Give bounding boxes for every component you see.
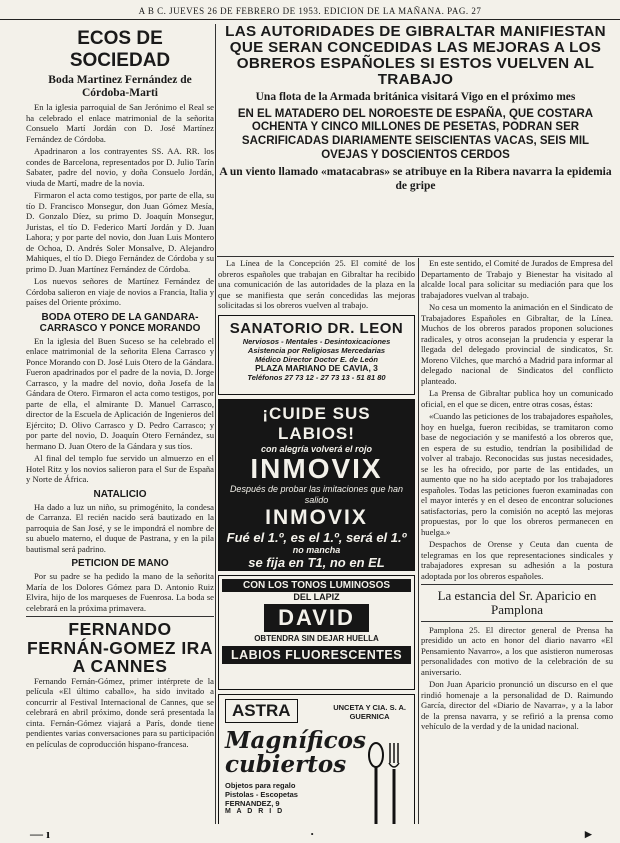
print-mark: — ı (30, 826, 50, 841)
article-head-natalicio: NATALICIO (93, 488, 147, 500)
section-title-ecos: ECOS DE SOCIEDAD (69, 28, 171, 71)
ad-line: UNCETA Y CIA. S. A. (333, 702, 406, 712)
ad-inmovix (218, 399, 415, 571)
ad-line: FERNANDEZ, 9 (225, 798, 280, 808)
left-column (26, 24, 214, 824)
article-paragraph: «Cuando las peticiones de los trabajadores españoles, hoy en huelga, fueron recibidas, se tramitaron como base de negociación y se manifestó a los obreros que, en espera de su estudio, tendrían la posibilidad de volver al trabajo. Reconocidas sus justas necesidades, se les ha ofrecido, por parte de las entidades, un aumento que no ha sido aceptado por los trabajadores españoles. Todas las peticiones fueron examinadas con el mayor interés y en el deseo de encontrar soluciones satisfactorias, pero la comisión no aceptó las mejoras propuestas, por lo que los obreros permanecen en huelga.» (421, 411, 613, 537)
article-head-boda-1: Boda Martinez Fernández de Córdoba-Marti (48, 74, 192, 100)
column-rule (215, 24, 216, 824)
divider (421, 621, 613, 622)
ad-line: DEL LAPIZ (293, 591, 340, 602)
ad-line: LABIOS FLUORESCENTES (222, 646, 411, 664)
ad-line: Asistencia por Religiosas Mercedarias (247, 345, 386, 355)
article-paragraph: La Prensa de Gibraltar publica hoy un comunicado oficial, en el que se dicen, entre otras cosas, éstas: (421, 388, 613, 409)
article-paragraph: En la iglesia del Buen Suceso se ha celebrado el enlace matrimonial de la señorita Elena Carrasco y Ponce Morando con D. José Luis Otero de la Gándara. Fueron apadrinados por el padre de la novia, D. Jorge Carrasco, y la madre del novio, doña Josefa de la Gándara de Otero. Firmaron el acta como testigos, por parte de ella, el almirante D. Manuel Carrasco, director de la Escuela de Aplicación de Ingenieros del Ejército; D. Olivo Carrasco y D. Pedro Carrasco; y por parte del novio, D. Joaquín Otero Fernández, su hermano D. Juan Otero de la Gándara y sus tíos. (26, 335, 214, 451)
ad-line: OBTENDRA SIN DEJAR HUELLA (254, 633, 379, 643)
ad-maker (333, 703, 406, 721)
masthead: A B C. JUEVES 26 DE FEBRERO DE 1953. EDICION DE LA MAÑANA. PAG. 27 (0, 3, 620, 20)
ad-line: Magníficos (225, 726, 366, 754)
deck-gripe: A un viento llamado «matacabras» se atribuye en la Ribera navarra la epidemia de gripe (219, 165, 612, 192)
ad-brand-astra: ASTRA (225, 699, 298, 723)
article-paragraph: Despachos de Orense y Ceuta dan cuenta de telegramas en los que representaciones sindicales y trabajadores expresan su adhesión a la postura adoptada por los obreros españoles. (421, 539, 613, 581)
ad-line: Objetos para regalo (225, 780, 296, 790)
ad-line: con alegría volverá el rojo (260, 443, 373, 454)
divider (26, 616, 214, 617)
column-rule (418, 258, 419, 824)
article-paragraph: Apadrinaron a los contrayentes SS. AA. RR. los condes de Barcelona, representados por D. Julio Tarín Sabater, padre del novio, y doña Consuelo Jordán, viuda de Martí, madre de la novia. (26, 146, 214, 188)
ad-phones: Teléfonos 27 73 12 - 27 73 13 - 51 81 80 (247, 372, 386, 382)
divider (421, 584, 613, 585)
ad-line: GUERNICA (349, 711, 390, 721)
article-paragraph: No cesa un momento la animación en el Sindicato de Trabajadores Españoles en Gibraltar, de la Línea. Muchos de los obreros parados proponen soluciones radicales, y otros aconsejan la prudencia y esperar la llegada del delegado provincial de sindicatos, Sr. Moreno Vilches, que marchó a Madrid para informar al delegado nacional de Sindicatos del conflicto planteado. (421, 302, 613, 386)
article-paragraph: Fernando Fernán-Gómez, primer intérprete de la película «El último caballo», ha sido invitado a concurrir al Festival Internacional de Cannes, que se celebrará en abril próximo, donde será presentada la cinta. Fernán-Gómez viajará a París, donde tiene pendientes varias conversaciones para su participación en películas de coproducción hispano-francesa. (26, 675, 214, 749)
ad-line: cubiertos (225, 750, 347, 778)
section-rule (217, 256, 614, 257)
ad-line: Después de probar las imitaciones que han salido (229, 483, 404, 505)
ad-astra (218, 694, 415, 825)
ad-brand-inmovix: INMOVIX (250, 452, 383, 484)
article-paragraph: Ha dado a luz un niño, su primogénito, la condesa de Carranza. El recién nacido será bautizado en la parroquia de San José, y se le impondrá el nombre de su abuelo materno, el duque de Pastrana, y en la pila bautismal será padrino. (26, 501, 214, 554)
deck-flota: Una flota de la Armada británica visitará Vigo en el próximo mes (255, 90, 576, 103)
lead-headline: LAS AUTORIDADES DE GIBRALTAR MANIFIESTAN QUE SERAN CONCEDIDAS LAS MEJORAS A LOS OBREROS ESPAÑOLES SI ESTOS VUELVEN AL TRABAJO (225, 24, 606, 88)
article-paragraph: En este sentido, el Comité de Jurados de Empresa del Departamento de Trabajo y Bienestar ha visitado al alcalde local para solicitar su mediación para que los trabajadores vuelvan al trabajo. (421, 258, 613, 300)
ad-line: se fija en T1, no en EL (248, 554, 385, 570)
article-paragraph: Al final del templo fue servido un almuerzo en el Hotel Ritz y los novios salieron para el Sur de España y Norte de África. (26, 453, 214, 485)
print-mark: ▸ (585, 826, 592, 841)
ad-line: CON LOS TONOS LUMINOSOS (222, 579, 411, 592)
ad-sanatorio-title: SANATORIO DR. LEON (229, 319, 404, 337)
deck-matadero: EN EL MATADERO DEL NOROESTE DE ESPAÑA, QUE COSTARA OCHENTA Y CINCO MILLONES DE PESETAS, PODRAN SER SACRIFICADAS DIARIAMENTE SEISCIENTAS VACAS, SEIS MIL OVEJAS Y DOSCIENTOS CERDOS (237, 107, 594, 161)
article-paragraph: En la iglesia parroquial de San Jerónimo el Real se ha celebrado el enlace matrimonial de la señorita Consuelo Martí Jordán con D. José Martínez Fernández de Córdoba. (26, 102, 214, 144)
ad-city: M A D R I D (225, 807, 285, 815)
ad-brand-inmovix: INMOVIX (265, 505, 368, 529)
ad-line: Pistolas - Escopetas (225, 789, 298, 799)
ad-sanatorio (218, 315, 415, 395)
middle-column (218, 258, 415, 824)
article-paragraph: Por su padre se ha pedido la mano de la señorita María de los Dolores Gómez para D. Antonio Ruiz Elvira, hijo de los marqueses de Fuenrosa. La boda se celebrará en la próxima primavera. (26, 571, 214, 613)
ad-line: Fué el 1.º, es el 1.º, será el 1.º (226, 529, 407, 545)
headline-fernando: FERNANDO FERNÁN-GOMEZ IRA A CANNES (27, 619, 213, 677)
article-paragraph: Los nuevos señores de Martínez Fernández de Córdoba salieron en viaje de novios a Francia, Italia y países del Oriente próximo. (26, 276, 214, 308)
article-head-peticion: PETICION DE MANO (71, 558, 169, 570)
article-paragraph: Firmaron el acta como testigos, por parte de ella, su tío D. Francisco Monsegur, don Juan Gómez Mesía, D. Gonzalo Díez, su primo D. Joaquín Monsegur, Juristas, el tío D. Federico Martí Jordán y D. Juan Lahora; y por parte del novio, don Juan Luis Montero de Ochoa, D. Andrés Soler Monsalve, D. Alejandro Mahiques, el tío D. Diego Fernández de Córdoba y su primo D. Juan Martínez Fernández de Córdoba. (26, 190, 214, 274)
lead-story-header (218, 24, 613, 256)
print-mark: · (310, 826, 315, 841)
ad-line: Nerviosos - Mentales - Desintoxicaciones (242, 336, 391, 346)
ad-line: no mancha (292, 544, 341, 555)
ad-brand-david: DAVID (264, 604, 369, 632)
article-paragraph: Don Juan Aparicio pronunció un discurso en el que rindió homenaje a la personalidad de D. Raimundo García, director del «Diario de Navarra», y a la labor de la prensa navarra, y se refirió a la prensa como vehículo de la verdad y de la unidad nacional. (421, 679, 613, 732)
article-paragraph: La Línea de la Concepción 25. El comité de los obreros españoles que trabajan en Gibraltar ha recibido una comunicación de las autoridades de la plaza en la que se manifiesta que serán concedidas las mejoras solicitadas si los obreros vuelven al trabajo. (218, 258, 415, 310)
article-paragraph: Pamplona 25. El director general de Prensa ha presidido un acto en honor del diario navarro «El Pensamiento Navarro», a los que asistieron numerosas personalidades con motivo de la celebración de su aniversario. (421, 624, 613, 677)
ad-line: ¡CUIDE SUS LABIOS! (262, 403, 371, 443)
ad-david (218, 575, 415, 690)
right-column (421, 258, 613, 824)
ad-address: PLAZA MARIANO DE CAVIA, 3 (255, 362, 378, 373)
cutlery-icon (364, 737, 404, 825)
headline-aparicio: La estancia del Sr. Aparicio en Pamplona (437, 588, 597, 618)
article-head-boda-2: BODA OTERO DE LA GANDARA-CARRASCO Y PONCE MORANDO (39, 311, 201, 334)
ad-line: Médico Director Doctor E. de León (255, 354, 378, 364)
